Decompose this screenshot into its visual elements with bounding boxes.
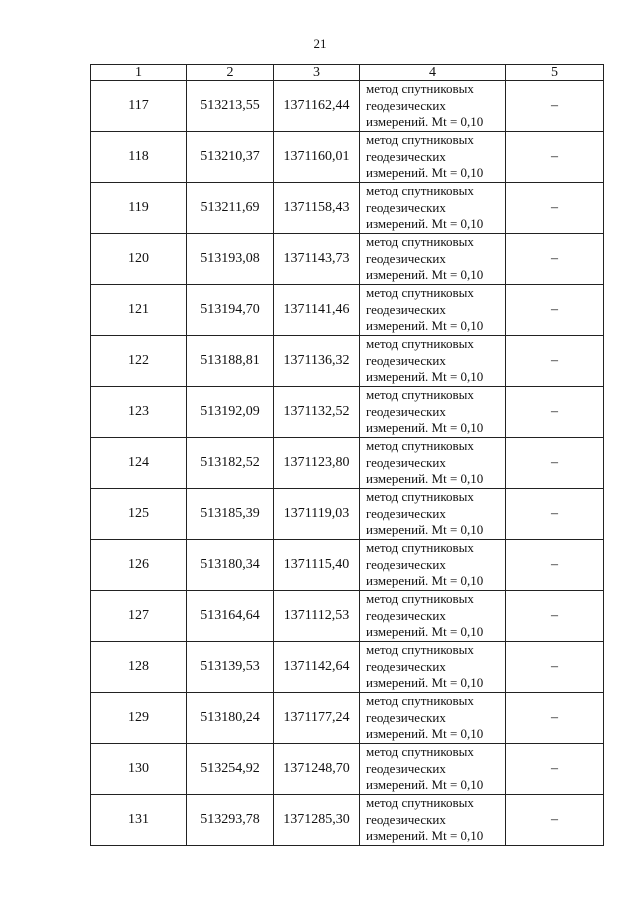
table-row [91,642,604,693]
method-line: измерений. Mt = 0,10 [366,726,484,742]
note-cell: – [506,795,604,846]
note-cell: – [506,591,604,642]
x-coordinate-cell: 513254,92 [187,744,274,795]
x-coordinate-cell: 513139,53 [187,642,274,693]
method-line: измерений. Mt = 0,10 [366,471,484,487]
method-line: метод спутниковых [366,387,474,403]
y-coordinate-cell: 1371119,03 [274,489,360,540]
method-line: метод спутниковых [366,591,474,607]
note-cell: – [506,540,604,591]
note-cell: – [506,744,604,795]
method-cell [360,234,506,285]
column-header-5: 5 [506,65,604,81]
note-cell: – [506,132,604,183]
method-line: геодезических [366,301,446,317]
table-row [91,438,604,489]
point-number-cell: 126 [91,540,187,591]
y-coordinate-cell: 1371136,32 [274,336,360,387]
y-coordinate-cell: 1371123,80 [274,438,360,489]
method-cell [360,642,506,693]
point-number-cell: 124 [91,438,187,489]
method-cell [360,336,506,387]
x-coordinate-cell: 513210,37 [187,132,274,183]
note-cell: – [506,438,604,489]
table-row [91,285,604,336]
table-row [91,693,604,744]
point-number-cell: 122 [91,336,187,387]
method-line: метод спутниковых [366,132,474,148]
y-coordinate-cell: 1371285,30 [274,795,360,846]
point-number-cell: 118 [91,132,187,183]
method-line: измерений. Mt = 0,10 [366,216,484,232]
note-cell: – [506,336,604,387]
table-row [91,795,604,846]
table-row [91,591,604,642]
method-line: измерений. Mt = 0,10 [366,573,484,589]
method-line: геодезических [366,403,446,419]
y-coordinate-cell: 1371248,70 [274,744,360,795]
x-coordinate-cell: 513180,34 [187,540,274,591]
point-number-cell: 117 [91,81,187,132]
table-body [91,81,604,846]
note-cell: – [506,693,604,744]
method-line: метод спутниковых [366,285,474,301]
method-line: измерений. Mt = 0,10 [366,522,484,538]
method-line: измерений. Mt = 0,10 [366,675,484,691]
method-line: геодезических [366,505,446,521]
note-cell: – [506,234,604,285]
method-cell [360,540,506,591]
table-row [91,540,604,591]
x-coordinate-cell: 513213,55 [187,81,274,132]
y-coordinate-cell: 1371160,01 [274,132,360,183]
method-line: геодезических [366,811,446,827]
x-coordinate-cell: 513188,81 [187,336,274,387]
method-line: измерений. Mt = 0,10 [366,828,484,844]
method-line: метод спутниковых [366,540,474,556]
method-line: измерений. Mt = 0,10 [366,318,484,334]
note-cell: – [506,81,604,132]
method-line: метод спутниковых [366,693,474,709]
x-coordinate-cell: 513185,39 [187,489,274,540]
note-cell: – [506,642,604,693]
x-coordinate-cell: 513194,70 [187,285,274,336]
point-number-cell: 129 [91,693,187,744]
point-number-cell: 123 [91,387,187,438]
method-line: геодезических [366,199,446,215]
method-line: геодезических [366,454,446,470]
method-line: измерений. Mt = 0,10 [366,777,484,793]
x-coordinate-cell: 513164,64 [187,591,274,642]
method-cell [360,285,506,336]
table-row [91,387,604,438]
column-header-1: 1 [91,65,187,81]
method-line: измерений. Mt = 0,10 [366,165,484,181]
point-number-cell: 125 [91,489,187,540]
y-coordinate-cell: 1371132,52 [274,387,360,438]
table-header-row [91,65,604,81]
page-number: 21 [313,36,327,51]
x-coordinate-cell: 513193,08 [187,234,274,285]
method-line: геодезических [366,250,446,266]
y-coordinate-cell: 1371158,43 [274,183,360,234]
table-row [91,183,604,234]
method-line: метод спутниковых [366,642,474,658]
table-row [91,744,604,795]
method-cell [360,132,506,183]
method-line: метод спутниковых [366,438,474,454]
y-coordinate-cell: 1371143,73 [274,234,360,285]
note-cell: – [506,183,604,234]
method-line: измерений. Mt = 0,10 [366,369,484,385]
point-number-cell: 127 [91,591,187,642]
method-line: метод спутниковых [366,234,474,250]
x-coordinate-cell: 513211,69 [187,183,274,234]
method-line: метод спутниковых [366,489,474,505]
method-cell [360,795,506,846]
method-cell [360,744,506,795]
method-line: геодезических [366,760,446,776]
column-header-2: 2 [187,65,274,81]
point-number-cell: 130 [91,744,187,795]
y-coordinate-cell: 1371142,64 [274,642,360,693]
method-line: геодезических [366,658,446,674]
method-line: геодезических [366,352,446,368]
method-line: метод спутниковых [366,81,474,97]
column-header-3: 3 [274,65,360,81]
column-header-4: 4 [360,65,506,81]
table-row [91,81,604,132]
x-coordinate-cell: 513182,52 [187,438,274,489]
method-line: метод спутниковых [366,336,474,352]
table-row [91,132,604,183]
method-line: геодезических [366,148,446,164]
method-line: измерений. Mt = 0,10 [366,114,484,130]
method-line: метод спутниковых [366,744,474,760]
method-cell [360,438,506,489]
method-line: геодезических [366,607,446,623]
method-cell [360,693,506,744]
note-cell: – [506,387,604,438]
table-row [91,234,604,285]
method-cell [360,387,506,438]
point-number-cell: 121 [91,285,187,336]
method-line: измерений. Mt = 0,10 [366,624,484,640]
table-row [91,489,604,540]
x-coordinate-cell: 513180,24 [187,693,274,744]
method-line: измерений. Mt = 0,10 [366,420,484,436]
y-coordinate-cell: 1371141,46 [274,285,360,336]
method-line: метод спутниковых [366,183,474,199]
method-line: метод спутниковых [366,795,474,811]
note-cell: – [506,489,604,540]
table-row [91,336,604,387]
point-number-cell: 120 [91,234,187,285]
note-cell: – [506,285,604,336]
x-coordinate-cell: 513192,09 [187,387,274,438]
method-cell [360,81,506,132]
method-cell [360,183,506,234]
method-cell [360,591,506,642]
y-coordinate-cell: 1371177,24 [274,693,360,744]
method-cell [360,489,506,540]
method-line: геодезических [366,556,446,572]
point-number-cell: 131 [91,795,187,846]
y-coordinate-cell: 1371112,53 [274,591,360,642]
point-number-cell: 128 [91,642,187,693]
method-line: геодезических [366,709,446,725]
point-number-cell: 119 [91,183,187,234]
y-coordinate-cell: 1371115,40 [274,540,360,591]
coordinates-table [90,64,604,846]
method-line: геодезических [366,97,446,113]
x-coordinate-cell: 513293,78 [187,795,274,846]
method-line: измерений. Mt = 0,10 [366,267,484,283]
y-coordinate-cell: 1371162,44 [274,81,360,132]
